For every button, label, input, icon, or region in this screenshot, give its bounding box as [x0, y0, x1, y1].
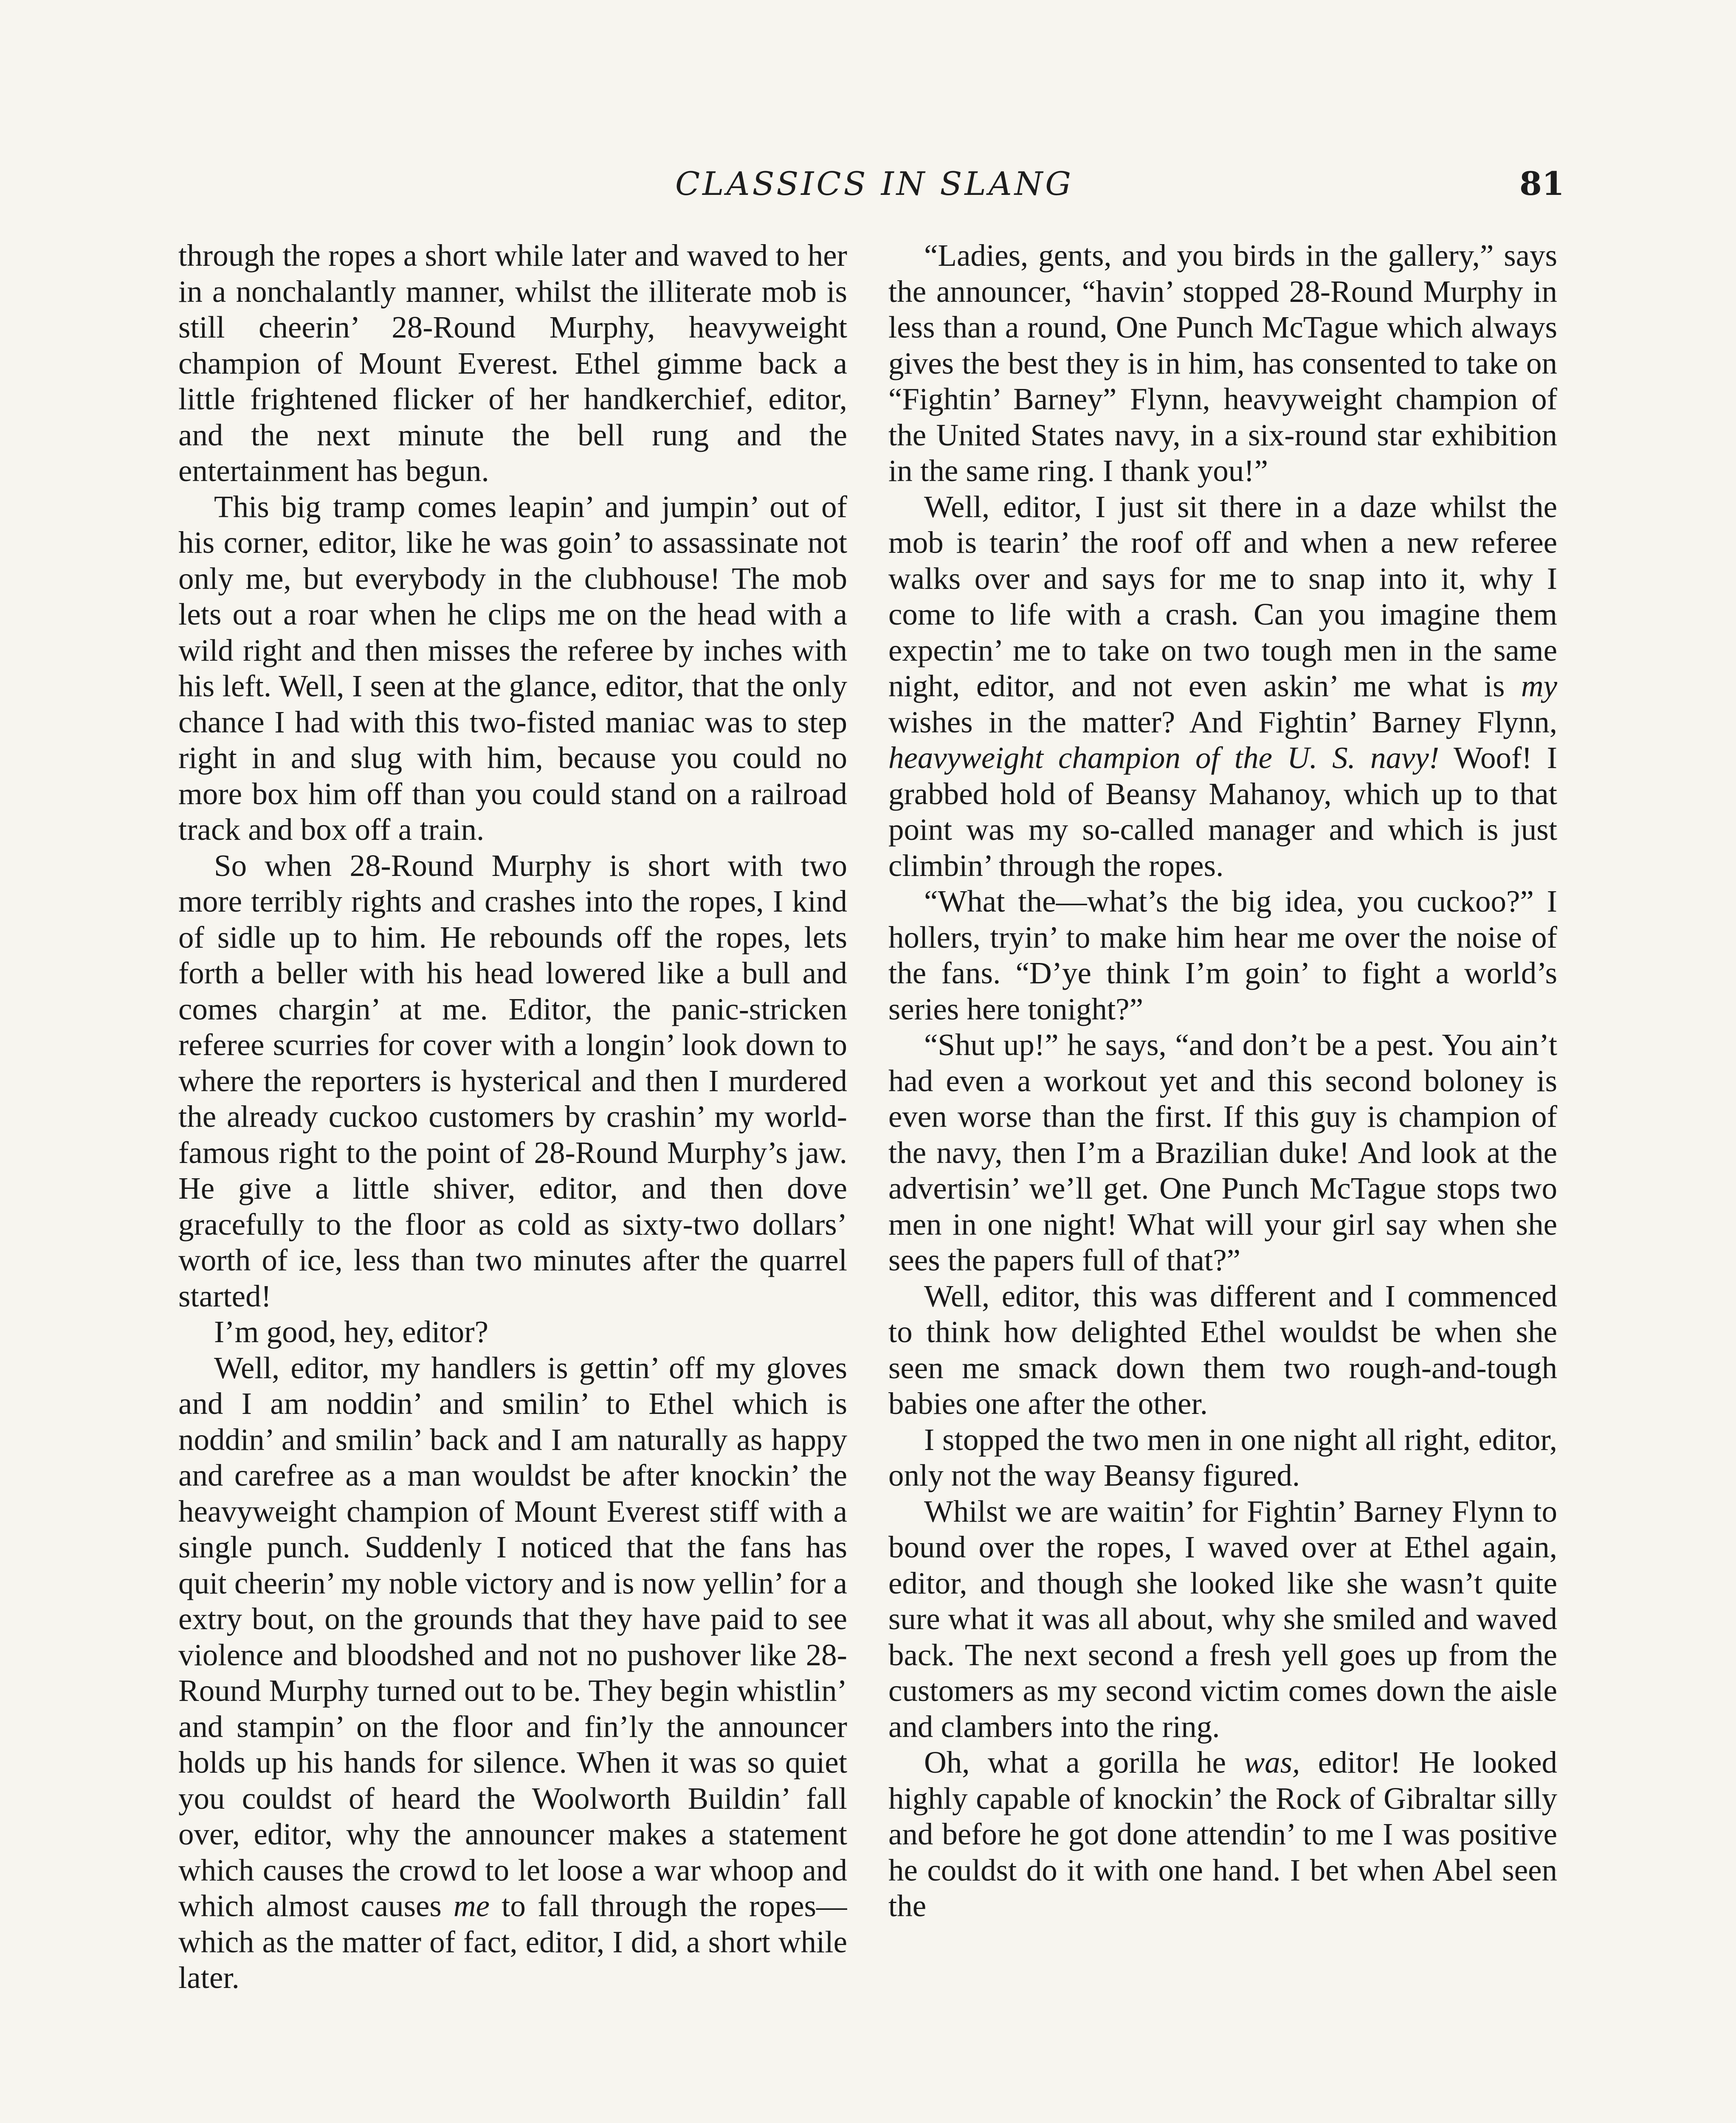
paragraph: “Shut up!” he says, “and don’t be a pest. You ain’t had even a workout yet and this second boloney is even worse than the first. If this guy is champion of the navy, then I’m a Brazilian duke! And look at the advertisin’ we’ll get. One Punch McTague stops two men in one night! What will your girl say when she sees the papers full of that?”: [888, 1028, 1557, 1277]
text-run: Well, editor, I just sit there in a daze whilst the mob is tearin’ the roof off and when a new referee walks over and says for me to snap into it, why I come to life with a crash. Can you imagine them expectin’ me to take on two tough men in the same night, editor, and not even askin’ me what is: [888, 489, 1557, 703]
text-run: editor! He looked highly capable of knockin’ the Rock of Gibraltar silly and before he got done attendin’ to me I was positive he couldst do it with one hand. I bet when Abel seen the: [888, 1745, 1557, 1923]
italic-emphasis: me: [453, 1889, 490, 1923]
paragraph: “What the—what’s the big idea, you cuckoo?” I hollers, tryin’ to make him hear me over the noise of the fans. “D’ye think I’m goin’ to fight a world’s series here tonight?”: [888, 884, 1557, 1026]
text-run: to fall through the ropes—which as the matter of fact, editor, I did, a short while later.: [178, 1889, 847, 1995]
text-run: Woof! I grabbed hold of Beansy Mahanoy, which up to that point was my so-called manager and which is just climbin’ through the ropes.: [888, 741, 1557, 883]
left-column: [178, 238, 847, 2123]
paragraph: [888, 1745, 1557, 1924]
right-column: [888, 238, 1557, 2123]
text-run: Well, editor, my handlers is gettin’ off my gloves and I am noddin’ and smilin’ to Ethel which is noddin’ and smilin’ back and I am naturally as happy and carefree as a man wouldst be after knockin’ the heavyweight champion of Mount Everest stiff with a single punch. Suddenly I noticed that the fans has quit cheerin’ my noble victory and is now yellin’ for a extry bout, on the grounds that they have paid to see violence and bloodshed and not no pushover like 28-Round Murphy turned out to be. They begin whistlin’ and stampin’ on the floor and fin’ly the announcer holds up his hands for silence. When it was so quiet you couldst of heard the Woolworth Buildin’ fall over, editor, why the announcer makes a statement which causes the crowd to let loose a war whoop and which almost causes: [178, 1350, 847, 1923]
italic-emphasis: was,: [1244, 1745, 1300, 1779]
text-run: wishes in the matter? And Fightin’ Barney Flynn,: [888, 704, 1557, 739]
italic-emphasis: heavyweight champion of the U. S. navy!: [888, 741, 1440, 775]
paragraph: Well, editor, this was different and I commenced to think how delighted Ethel wouldst be when she seen me smack down them two rough-and-tough babies one after the other.: [888, 1278, 1557, 1421]
italic-emphasis: my: [1521, 669, 1557, 703]
paragraph: “Ladies, gents, and you birds in the gallery,” says the announcer, “havin’ stopped 28-Round Murphy in less than a round, One Punch McTague which always gives the best they is in him, has consented to take on “Fightin’ Barney” Flynn, heavyweight champion of the United States navy, in a six-round star exhibition in the same ring. I thank you!”: [888, 238, 1557, 488]
paragraph: through the ropes a short while later and waved to her in a nonchalantly manner, whilst the illiterate mob is still cheerin’ 28-Round Murphy, heavyweight champion of Mount Everest. Ethel gimme back a little frightened flicker of her handkerchief, editor, and the next minute the bell rung and the entertainment has begun.: [178, 238, 847, 488]
running-head: CLASSICS IN SLANG: [675, 165, 1074, 203]
paragraph: Whilst we are waitin’ for Fightin’ Barney Flynn to bound over the ropes, I waved over at Ethel again, editor, and though she looked like she wasn’t quite sure what it was all about, why she smiled and waved back. The next second a fresh yell goes up from the customers as my second victim comes down the aisle and clambers into the ring.: [888, 1494, 1557, 1744]
paragraph: [178, 1350, 847, 1996]
paragraph: This big tramp comes leapin’ and jumpin’ out of his corner, editor, like he was goin’ to assassinate not only me, but everybody in the clubhouse! The mob lets out a roar when he clips me on the head with a wild right and then misses the referee by inches with his left. Well, I seen at the glance, editor, that the only chance I had with this two-fisted maniac was to step right in and slug with him, because you could no more box him off than you could stand on a railroad track and box off a train.: [178, 489, 847, 847]
paragraph: I stopped the two men in one night all right, editor, only not the way Beansy figured.: [888, 1422, 1557, 1492]
paragraph: So when 28-Round Murphy is short with two more terribly rights and crashes into the ropes, I kind of sidle up to him. He rebounds off the ropes, lets forth a beller with his head lowered like a bull and comes chargin’ at me. Editor, the panic-stricken referee scurries for cover with a longin’ look down to where the reporters is hysterical and then I murdered the already cuckoo customers by crashin’ my world-famous right to the point of 28-Round Murphy’s jaw. He give a little shiver, editor, and then dove gracefully to the floor as cold as sixty-two dollars’ worth of ice, less than two minutes after the quarrel started!: [178, 848, 847, 1313]
paragraph: [888, 489, 1557, 884]
text-run: Oh, what a gorilla he: [924, 1745, 1226, 1779]
page-number: 81: [1519, 165, 1564, 203]
paragraph: I’m good, hey, editor?: [214, 1315, 488, 1349]
